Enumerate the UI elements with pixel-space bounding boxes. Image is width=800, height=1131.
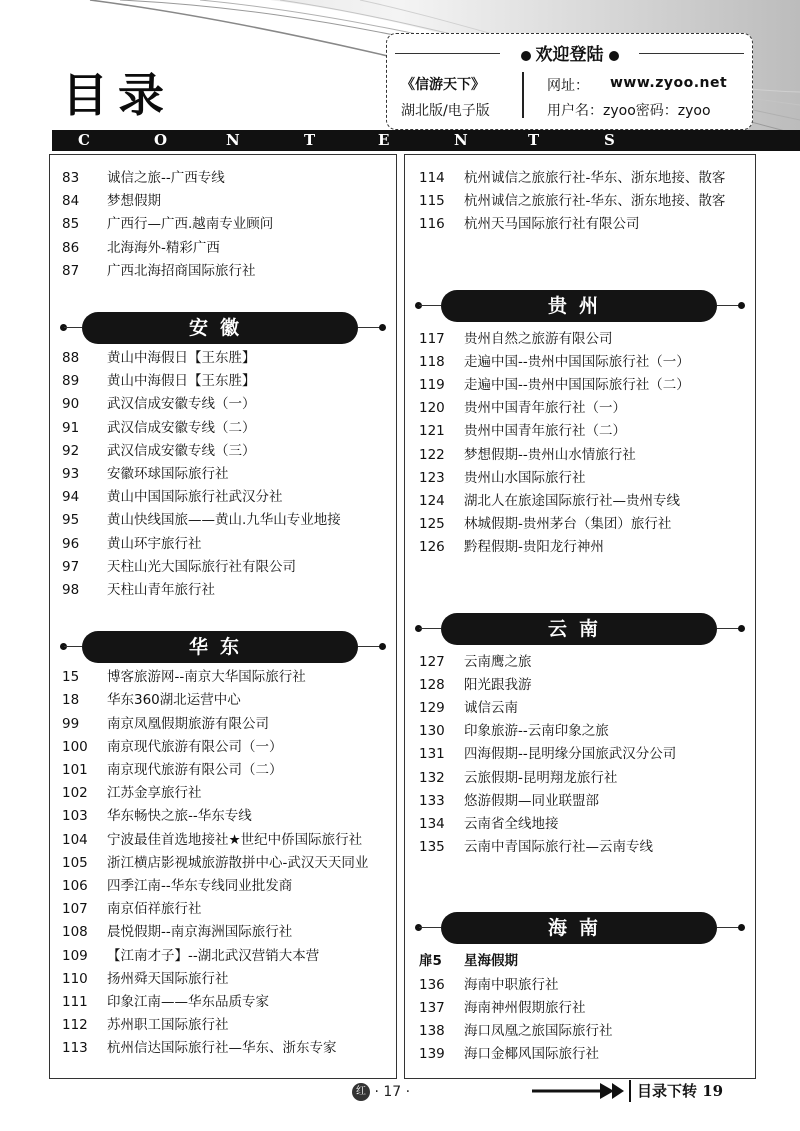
toc-entry-title: 黄山中国国际旅行社武汉分社 [107,489,283,506]
section-heading [405,613,755,645]
toc-page-number: 94 [62,489,80,506]
toc-page-number: 114 [419,170,445,186]
toc-entry-title: 黔程假期-贵阳龙行神州 [464,539,604,556]
toc-page-number: 106 [62,878,88,894]
toc-entry-title: 天柱山青年旅行社 [107,582,215,598]
toc-entry[interactable] [419,190,751,213]
toc-page-number: 107 [62,901,88,918]
contents-letter: E [378,131,390,149]
login-heading [387,40,752,65]
toc-entry[interactable] [419,997,751,1020]
toc-page-number: 90 [62,396,80,413]
toc-entry[interactable] [419,490,751,513]
toc-entry[interactable] [419,351,751,374]
login-credentials: 用户名：zyoo密码：zyoo [547,103,711,119]
toc-entry[interactable] [62,968,392,991]
contents-letter: S [604,131,615,149]
toc-entry[interactable] [419,720,751,743]
toc-entry[interactable] [62,829,392,852]
toc-entry[interactable] [419,213,751,236]
toc-entry[interactable] [62,533,392,556]
toc-entry[interactable] [419,467,751,490]
toc-page-number: 101 [62,762,88,778]
toc-entry[interactable] [419,950,751,973]
toc-entry-title: 天柱山光大国际旅行社有限公司 [107,558,296,575]
toc-page-number: 97 [62,558,80,575]
toc-entry[interactable] [419,697,751,720]
toc-entry[interactable] [419,974,751,997]
toc-entry[interactable] [62,417,392,440]
section-heading [405,912,755,944]
section-title: 云南 [441,613,717,645]
toc-entry-title: 贵州自然之旅游有限公司 [464,330,613,347]
toc-page-number: 86 [62,239,80,256]
toc-page-number: 103 [62,808,88,825]
contents-letter: C [78,131,90,149]
toc-entry[interactable] [419,743,751,766]
toc-entry[interactable] [419,420,751,443]
toc-page-number: 117 [419,330,445,347]
toc-page-number: 87 [62,262,80,279]
toc-column-left [49,154,397,1079]
toc-entry[interactable] [62,805,392,828]
section-title: 安徽 [82,312,358,344]
toc-entry[interactable] [62,921,392,944]
toc-entry-title: 海南神州假期旅行社 [464,999,586,1016]
toc-page-number: 89 [62,373,80,390]
toc-entry[interactable] [62,393,392,416]
toc-page-number: 137 [419,999,445,1016]
toc-entry-title: 广西北海招商国际旅行社 [107,262,256,279]
toc-entry-title: 海口凤凰之旅国际旅行社 [464,1023,613,1039]
toc-entry-title: 苏州职工国际旅行社 [107,1017,229,1034]
toc-page-number: 125 [419,516,445,533]
toc-entry[interactable] [62,736,392,759]
toc-page-number: 88 [62,350,80,366]
toc-entry-title: 南京佰祥旅行社 [107,901,202,918]
toc-entry-title: 杭州诚信之旅旅行社-华东、浙东地接、散客 [464,193,726,210]
toc-entry[interactable] [419,767,751,790]
toc-entry-title: 武汉信成安徽专线（三） [107,442,256,459]
toc-page-number: 111 [62,994,88,1010]
toc-entry[interactable] [62,260,392,283]
magazine-name: 《信游天下》 [401,77,485,93]
toc-entry[interactable] [419,397,751,420]
toc-entry-title: 华东360湖北运营中心 [107,692,241,709]
toc-page-number: 118 [419,353,445,370]
bullet-icon [521,51,531,61]
toc-entry-title: 云南省全线地接 [464,816,559,832]
toc-page-number: 93 [62,466,80,482]
toc-entry-title: 贵州中国青年旅行社（二） [464,423,626,440]
toc-page-number: 108 [62,924,88,941]
toc-entry-title: 杭州信达国际旅行社—华东、浙东专家 [107,1040,337,1057]
toc-page-number: 85 [62,216,80,233]
toc-page-number: 139 [419,1046,445,1063]
toc-page-number: 109 [62,947,88,964]
toc-entry[interactable] [419,836,751,859]
toc-entry[interactable] [62,945,392,968]
page-title: 目录 [62,68,174,122]
toc-entry[interactable] [62,898,392,921]
toc-entry-title: 云南中青国际旅行社—云南专线 [464,839,653,856]
login-info-box [386,33,753,130]
toc-entry[interactable] [62,782,392,805]
toc-entry[interactable] [419,790,751,813]
toc-entry[interactable] [62,167,392,190]
toc-page-number: 98 [62,582,80,598]
toc-page-number: 112 [62,1017,88,1034]
toc-entry[interactable] [419,813,751,836]
toc-page-number: 122 [419,446,445,463]
toc-entry[interactable] [419,328,751,351]
toc-entry-title: 阳光跟我游 [464,676,532,693]
toc-entry-title: 宁波最佳首选地接社★世纪中侨国际旅行社 [107,831,363,848]
bullet-icon [738,302,745,309]
divider [419,305,441,306]
toc-entry-title: 黄山中海假日【王东胜】 [107,373,256,390]
toc-page-number: 84 [62,193,80,210]
toc-entry-title: 悠游假期—同业联盟部 [464,792,599,809]
toc-entry-title: 江苏金享旅行社 [107,785,202,802]
toc-entry[interactable] [62,463,392,486]
toc-page-number: 129 [419,700,445,716]
toc-entry[interactable] [62,852,392,875]
toc-entry[interactable] [62,875,392,898]
toc-entry-title: 安徽环球国际旅行社 [107,466,229,482]
toc-column-right [404,154,756,1079]
toc-entry-title: 海南中职旅行社 [464,976,559,993]
toc-page-number: 135 [419,839,445,856]
toc-entry-title: 杭州天马国际旅行社有限公司 [464,216,640,233]
toc-entry-title: 四季江南--华东专线同业批发商 [107,878,293,894]
toc-entry-title: 湖北人在旅途国际旅行社—贵州专线 [464,493,680,509]
toc-page-number: 96 [62,535,80,552]
toc-entry-title: 浙江横店影视城旅游散拼中心-武汉天天同业 [107,854,369,871]
toc-entry-title: 南京现代旅游有限公司（二） [107,762,283,778]
edition-badge: 红 [352,1083,370,1101]
toc-entry-title: 博客旅游网--南京大华国际旅行社 [107,669,306,686]
toc-entry-title: 杭州诚信之旅旅行社-华东、浙东地接、散客 [464,170,726,186]
toc-entry-title: 黄山中海假日【王东胜】 [107,350,256,366]
divider [64,327,82,328]
toc-page-number: 119 [419,377,445,393]
toc-entry[interactable] [62,237,392,260]
toc-entry-title: 北海海外-精彩广西 [107,239,220,256]
divider [64,646,82,647]
toc-page-number: 83 [62,170,80,186]
divider [419,628,441,629]
toc-entry[interactable] [62,689,392,712]
toc-page-number: 127 [419,653,445,670]
toc-page-number: 116 [419,216,445,233]
login-heading-text: 欢迎登陆 [535,45,604,65]
toc-page-number: 120 [419,400,445,417]
toc-entry[interactable] [419,513,751,536]
toc-entry-title: 四海假期--昆明缘分国旅武汉分公司 [464,746,677,763]
toc-page-number: 91 [62,419,80,436]
toc-page-number: 95 [62,512,80,529]
toc-entry[interactable] [62,347,392,370]
toc-page-number: 105 [62,854,88,871]
toc-entry-title: 晨悦假期--南京海洲国际旅行社 [107,924,293,941]
toc-entry[interactable] [62,509,392,532]
toc-entry[interactable] [62,213,392,236]
toc-entry-title: 黄山环宇旅行社 [107,535,202,552]
toc-entry[interactable] [419,674,751,697]
toc-page-number: 18 [62,692,80,709]
toc-entry[interactable] [62,1037,392,1060]
toc-entry-title: 海口金椰风国际旅行社 [464,1046,599,1063]
toc-entry-title: 华东畅快之旅--华东专线 [107,808,252,825]
toc-page-number: 15 [62,669,80,686]
toc-entry-title: 黄山快线国旅——黄山.九华山专业地接 [107,512,341,529]
toc-entry[interactable] [62,190,392,213]
continue-next-page[interactable]: 目录下转 19 [637,1082,724,1100]
toc-entry-title: 南京现代旅游有限公司（一） [107,738,283,755]
toc-entry-title: 南京凤凰假期旅游有限公司 [107,715,269,732]
toc-entry-title: 走遍中国--贵州中国国际旅行社（二） [464,377,690,393]
divider [522,72,524,118]
toc-entry[interactable] [419,374,751,397]
toc-page-number: 134 [419,816,445,832]
toc-page-number: 113 [62,1040,88,1057]
toc-entry[interactable] [419,651,751,674]
divider [629,1080,631,1102]
toc-entry[interactable] [419,444,751,467]
toc-entry[interactable] [62,579,392,602]
toc-entry-title: 【江南才子】--湖北武汉营销大本营 [107,947,320,964]
bullet-icon [379,324,386,331]
toc-page-number: 110 [62,970,88,987]
bullet-icon [738,924,745,931]
site-label: 网址： [547,78,589,94]
arrow-right-icon [532,1082,627,1100]
toc-page-number: 99 [62,715,80,732]
toc-page-number: 92 [62,442,80,459]
toc-entry-title: 印象旅游--云南印象之旅 [464,723,609,740]
toc-entry-title: 林城假期-贵州茅台（集团）旅行社 [464,516,672,533]
toc-entry[interactable] [62,1014,392,1037]
section-title: 海南 [441,912,717,944]
section-heading [405,290,755,322]
toc-entry-title: 梦想假期 [107,193,161,210]
section-heading [50,312,396,344]
contents-letter: T [528,131,540,149]
toc-page-number: 131 [419,746,445,763]
toc-entry-title: 梦想假期--贵州山水情旅行社 [464,446,636,463]
contents-letter: N [226,131,240,149]
toc-page-number: 126 [419,539,445,556]
contents-banner [52,130,800,151]
toc-entry-title: 诚信之旅--广西专线 [107,170,225,186]
toc-entry-title: 扬州舜天国际旅行社 [107,970,229,987]
toc-entry[interactable] [62,991,392,1014]
toc-entry-title: 武汉信成安徽专线（一） [107,396,256,413]
bullet-icon [379,643,386,650]
toc-page-number: 123 [419,469,445,486]
toc-entry[interactable] [62,486,392,509]
toc-entry[interactable] [62,759,392,782]
toc-entry[interactable] [62,440,392,463]
bullet-icon [609,51,619,61]
toc-entry-title: 走遍中国--贵州中国国际旅行社（一） [464,353,690,370]
divider [419,927,441,928]
toc-entry[interactable] [62,556,392,579]
section-title: 贵州 [441,290,717,322]
toc-page-number: 132 [419,769,445,786]
toc-entry[interactable] [62,370,392,393]
toc-page-number: 133 [419,792,445,809]
section-heading [50,631,396,663]
toc-entry-title: 印象江南——华东品质专家 [107,994,269,1010]
section-title: 华东 [82,631,358,663]
toc-entry[interactable] [419,1020,751,1043]
toc-page-number: 121 [419,423,445,440]
contents-letter: T [304,131,316,149]
contents-letter: N [454,131,468,149]
toc-page-number: 138 [419,1023,445,1039]
toc-entry[interactable] [62,666,392,689]
toc-entry-title: 广西行—广西.越南专业顾问 [107,216,274,233]
toc-page-number: 136 [419,976,445,993]
toc-entry-title: 云南鹰之旅 [464,653,532,670]
toc-entry[interactable] [419,536,751,559]
toc-entry-title: 武汉信成安徽专线（二） [107,419,256,436]
toc-entry-title: 贵州中国青年旅行社（一） [464,400,626,417]
toc-entry[interactable] [419,1043,751,1066]
toc-page-number: 104 [62,831,88,848]
toc-page-number: 100 [62,738,88,755]
toc-page-number: 扉5 [419,953,442,970]
magazine-edition: 湖北版/电子版 [401,103,490,119]
toc-entry[interactable] [62,713,392,736]
bullet-icon [738,625,745,632]
toc-entry-title: 贵州山水国际旅行社 [464,469,586,486]
toc-page-number: 130 [419,723,445,740]
toc-entry-title: 星海假期 [464,953,518,970]
toc-entry[interactable] [419,167,751,190]
toc-page-number: 102 [62,785,88,802]
contents-letter: O [154,131,168,149]
page-number: 17 [383,1084,402,1100]
toc-page-number: 124 [419,493,445,509]
toc-page-number: 128 [419,676,445,693]
toc-page-number: 115 [419,193,445,210]
toc-entry-title: 诚信云南 [464,700,518,716]
site-url[interactable]: www.zyoo.net [610,75,728,91]
page-number-block: 红 · 17 · [352,1080,410,1104]
toc-entry-title: 云旅假期-昆明翔龙旅行社 [464,769,618,786]
